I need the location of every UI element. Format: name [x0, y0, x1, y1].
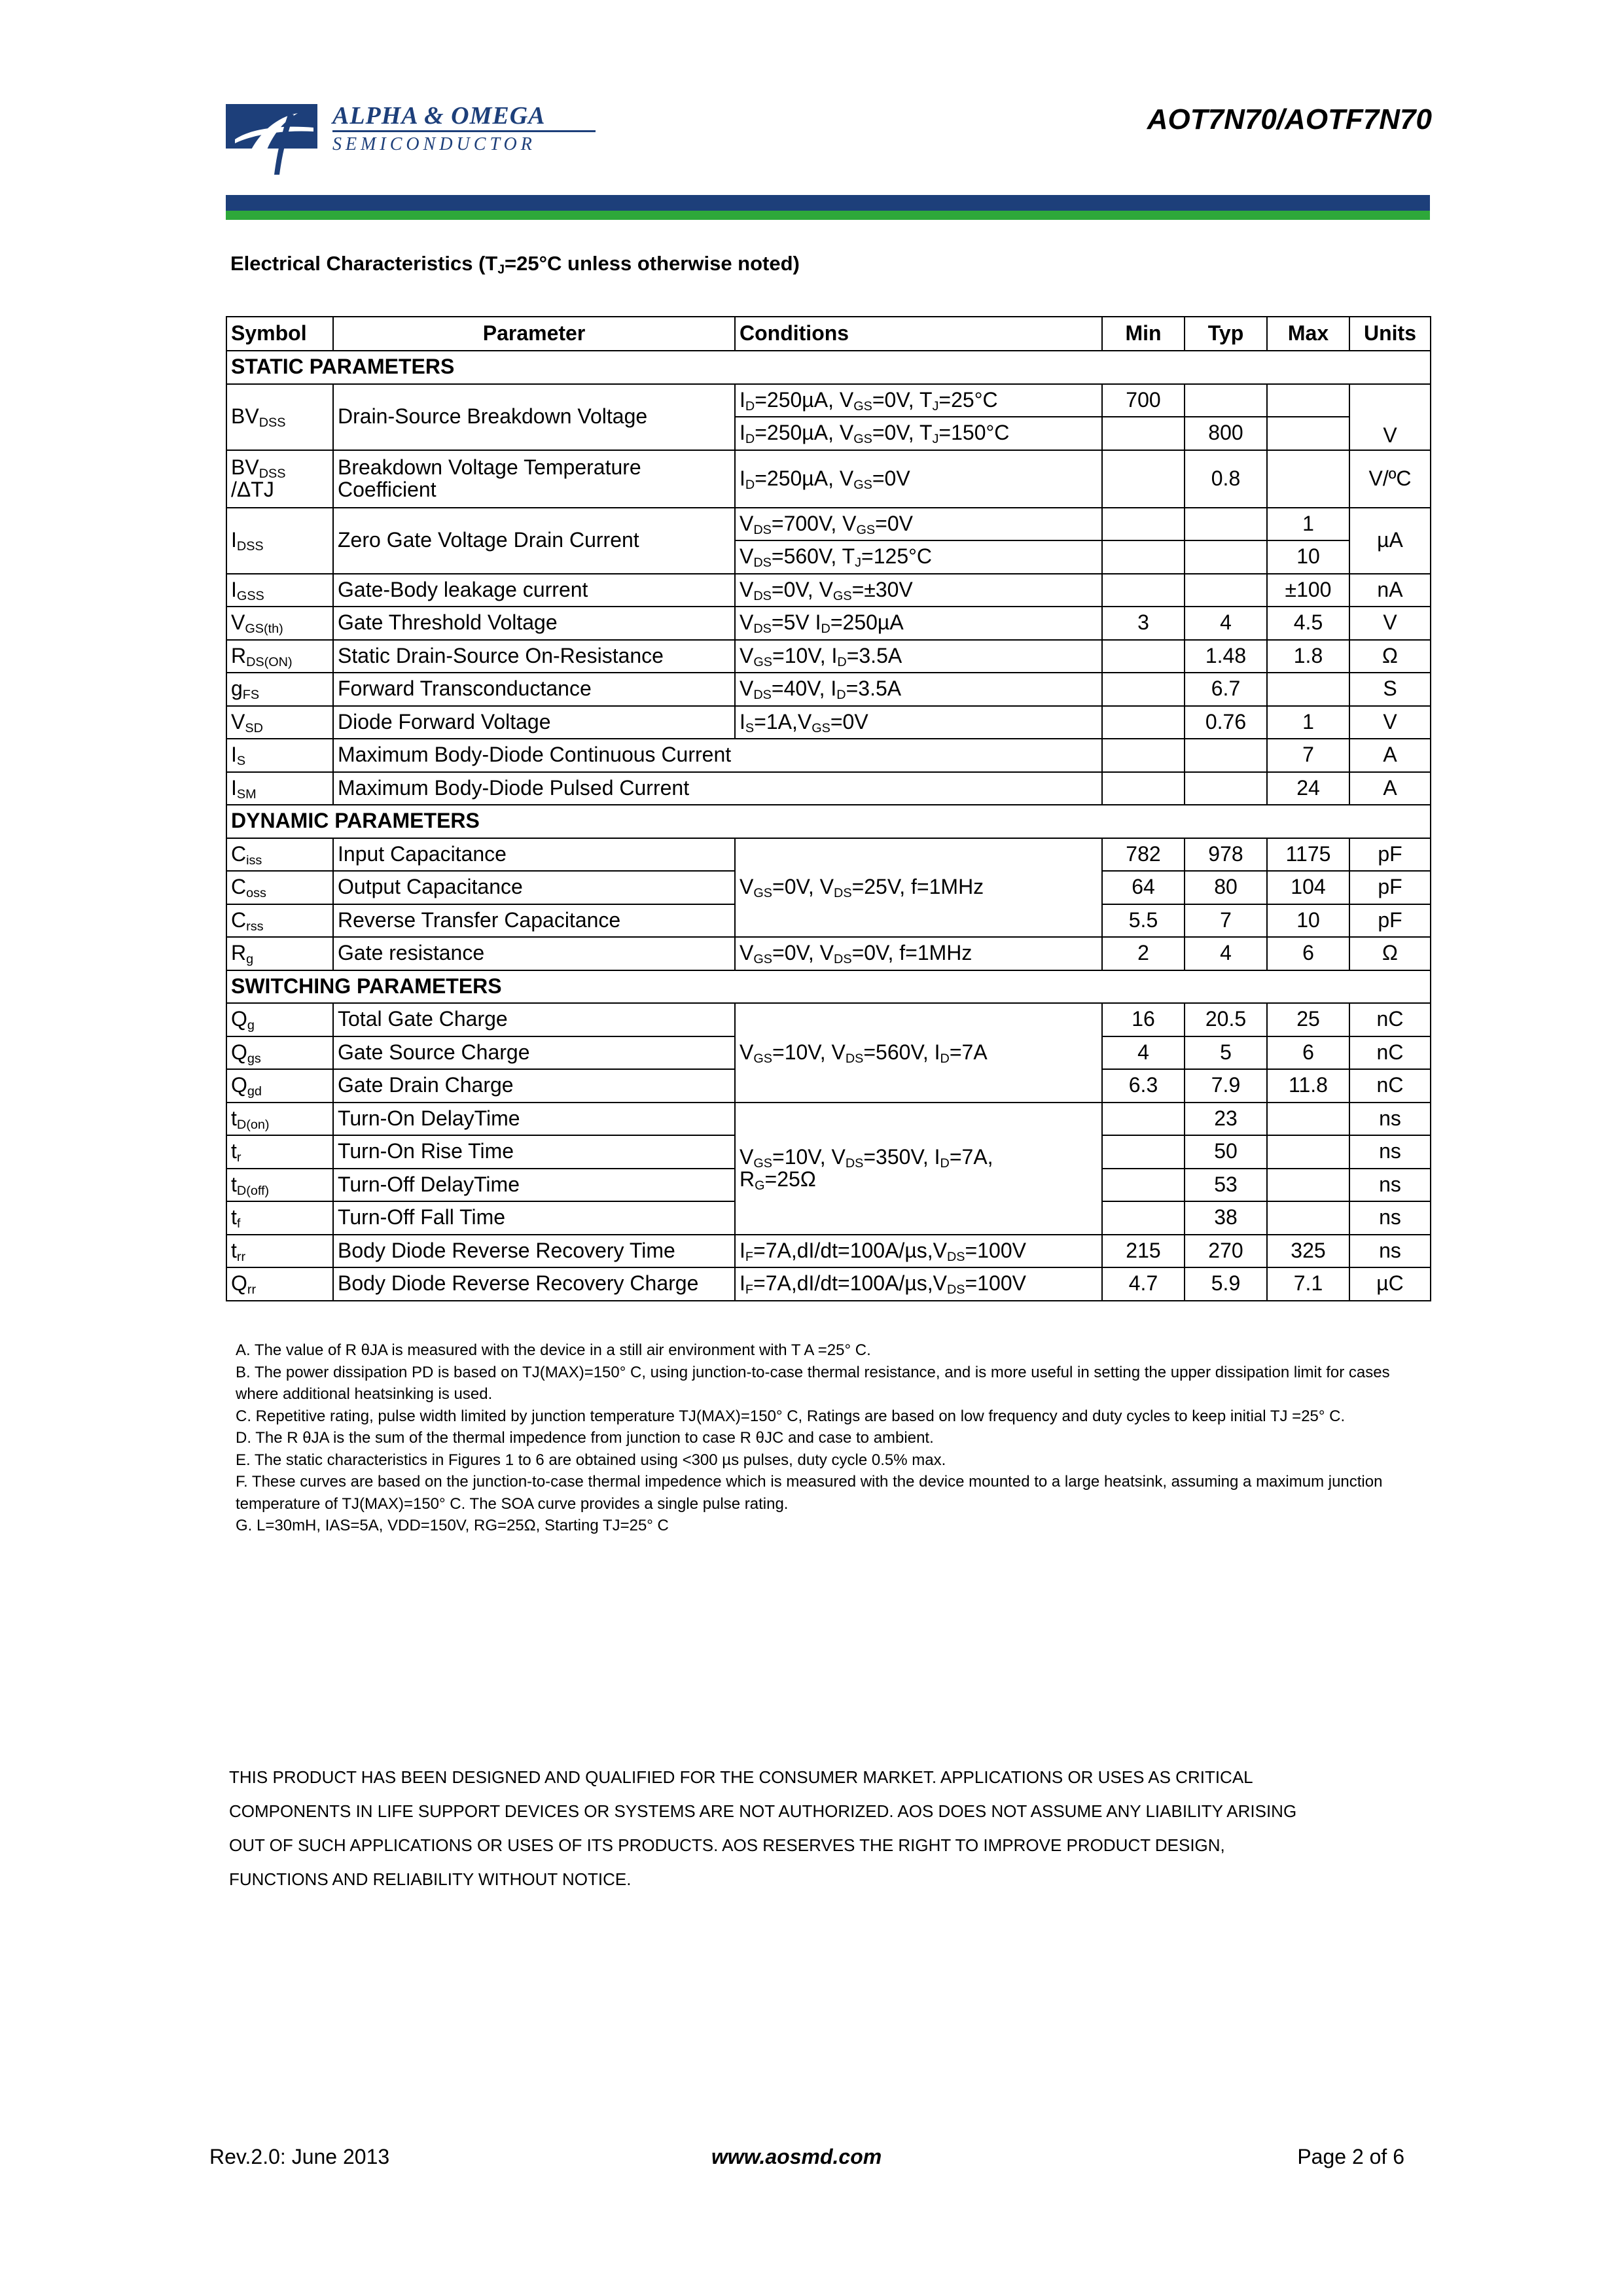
- units-cell: ns: [1349, 1201, 1431, 1235]
- symbol-cell: $t_r$: [226, 1135, 333, 1169]
- parameter-cell: Turn-On DelayTime: [333, 1103, 735, 1136]
- min-cell: [1102, 417, 1185, 450]
- typ-cell: 80: [1185, 871, 1267, 904]
- units-cell: Ω: [1349, 640, 1431, 673]
- header-parameter: Parameter: [333, 317, 735, 351]
- section-label: SWITCHING PARAMETERS: [226, 970, 1431, 1004]
- symbol-cell: $R_g$: [226, 937, 333, 970]
- symbol-cell: $BV_{DSS}$ /ΔTJ: [226, 450, 333, 508]
- units-cell: A: [1349, 772, 1431, 805]
- min-cell: [1102, 1103, 1185, 1136]
- symbol-cell: $t_f$: [226, 1201, 333, 1235]
- table-row: [226, 640, 1431, 673]
- symbol-cell: $I_{SM}$: [226, 772, 333, 805]
- table-header-row: [226, 317, 1431, 351]
- symbol-cell: $Q_{rr}$: [226, 1267, 333, 1301]
- header-min: Min: [1102, 317, 1185, 351]
- typ-cell: 1.48: [1185, 640, 1267, 673]
- parameter-cell: Gate resistance: [333, 937, 735, 970]
- typ-cell: [1185, 739, 1267, 772]
- typ-cell: [1185, 772, 1267, 805]
- conditions-cell: $V_{DS}=700V$, $V_{GS}=0V$: [735, 508, 1102, 541]
- min-cell: 3: [1102, 607, 1185, 640]
- conditions-cell: $I_F=7A,dI/dt=100A/\mu s,V_{DS}=100V$: [735, 1235, 1102, 1268]
- min-cell: [1102, 508, 1185, 541]
- conditions-cell: $I_F=7A,dI/dt=100A/\mu s,V_{DS}=100V$: [735, 1267, 1102, 1301]
- typ-cell: 0.8: [1185, 450, 1267, 508]
- typ-cell: 4: [1185, 937, 1267, 970]
- units-cell: nC: [1349, 1003, 1431, 1036]
- max-cell: 7: [1267, 739, 1349, 772]
- min-cell: [1102, 450, 1185, 508]
- typ-cell: 7.9: [1185, 1069, 1267, 1103]
- parameter-cell: Gate Threshold Voltage: [333, 607, 735, 640]
- max-cell: 7.1: [1267, 1267, 1349, 1301]
- min-cell: 2: [1102, 937, 1185, 970]
- symbol-cell: $BV_{DSS}$: [226, 384, 333, 450]
- footnote: G. L=30mH, IAS=5A, VDD=150V, RG=25Ω, Starting TJ=25° C: [236, 1517, 669, 1534]
- parameter-cell: Gate Source Charge: [333, 1036, 735, 1070]
- parameter-cell: Input Capacitance: [333, 838, 735, 872]
- footnote: C. Repetitive rating, pulse width limited by junction temperature TJ(MAX)=150° C, Ratings are based on low frequency and duty cycles to keep initial TJ =25° C.: [236, 1407, 1346, 1425]
- units-cell: S: [1349, 673, 1431, 706]
- max-cell: 1: [1267, 508, 1349, 541]
- parameter-cell: Maximum Body-Diode Continuous Current: [333, 739, 1102, 772]
- units-cell: ns: [1349, 1103, 1431, 1136]
- units-cell: ns: [1349, 1135, 1431, 1169]
- symbol-cell: $Q_g$: [226, 1003, 333, 1036]
- units-cell: V: [1349, 607, 1431, 640]
- min-cell: 215: [1102, 1235, 1185, 1268]
- company-logo: [226, 101, 599, 177]
- max-cell: 6: [1267, 937, 1349, 970]
- symbol-cell: $I_{DSS}$: [226, 508, 333, 574]
- header-symbol: Symbol: [226, 317, 333, 351]
- max-cell: 6: [1267, 1036, 1349, 1070]
- typ-cell: [1185, 540, 1267, 574]
- max-cell: 10: [1267, 540, 1349, 574]
- conditions-cell: $V_{GS}=10V$, $I_D=3.5A$: [735, 640, 1102, 673]
- table-row: [226, 838, 1431, 872]
- header-typ: Typ: [1185, 317, 1267, 351]
- disclaimer-line: OUT OF SUCH APPLICATIONS OR USES OF ITS PRODUCTS. AOS RESERVES THE RIGHT TO IMPROVE PRODUCT DESIGN,: [229, 1835, 1225, 1855]
- symbol-cell: $I_S$: [226, 739, 333, 772]
- min-cell: [1102, 574, 1185, 607]
- conditions-cell: $V_{DS}=40V$, $I_D=3.5A$: [735, 673, 1102, 706]
- typ-cell: 20.5: [1185, 1003, 1267, 1036]
- table-row: [226, 450, 1431, 508]
- conditions-cell: $I_D=250\mu A$, $V_{GS}=0V$, $T_J=25^\circ C$: [735, 384, 1102, 417]
- typ-cell: [1185, 508, 1267, 541]
- typ-cell: 800: [1185, 417, 1267, 450]
- parameter-cell: Gate Drain Charge: [333, 1069, 735, 1103]
- parameter-cell: Body Diode Reverse Recovery Time: [333, 1235, 735, 1268]
- max-cell: 104: [1267, 871, 1349, 904]
- units-cell: pF: [1349, 871, 1431, 904]
- parameter-cell: Turn-Off Fall Time: [333, 1201, 735, 1235]
- symbol-cell: $C_{rss}$: [226, 904, 333, 938]
- section-title: Electrical Characteristics ($T_J=25^\circ C$ unless otherwise noted): [230, 252, 800, 277]
- min-cell: 5.5: [1102, 904, 1185, 938]
- symbol-cell: $t_{D(on)}$: [226, 1103, 333, 1136]
- table-row: [226, 384, 1431, 417]
- table-row: [226, 772, 1431, 805]
- min-cell: [1102, 673, 1185, 706]
- table-row: [226, 607, 1431, 640]
- min-cell: [1102, 1169, 1185, 1202]
- max-cell: [1267, 673, 1349, 706]
- table-row: [226, 706, 1431, 739]
- footnote: D. The R θJA is the sum of the thermal impedence from junction to case R θJC and case to ambient.: [236, 1429, 934, 1447]
- table-row: [226, 739, 1431, 772]
- max-cell: 1175: [1267, 838, 1349, 872]
- units-cell: nC: [1349, 1069, 1431, 1103]
- typ-cell: [1185, 384, 1267, 417]
- typ-cell: 50: [1185, 1135, 1267, 1169]
- parameter-cell: Gate-Body leakage current: [333, 574, 735, 607]
- max-cell: 325: [1267, 1235, 1349, 1268]
- header-bar-green: [226, 211, 1430, 220]
- conditions-cell: $V_{GS}=10V$, $V_{DS}=560V$, $I_D=7A$: [735, 1003, 1102, 1103]
- conditions-cell: $V_{DS}=0V$, $V_{GS}=\pm 30V$: [735, 574, 1102, 607]
- typ-cell: 7: [1185, 904, 1267, 938]
- parameter-cell: Total Gate Charge: [333, 1003, 735, 1036]
- min-cell: [1102, 1135, 1185, 1169]
- max-cell: 25: [1267, 1003, 1349, 1036]
- min-cell: [1102, 540, 1185, 574]
- section-label: DYNAMIC PARAMETERS: [226, 805, 1431, 838]
- disclaimer-line: FUNCTIONS AND RELIABILITY WITHOUT NOTICE.: [229, 1869, 632, 1889]
- symbol-cell: $R_{DS(ON)}$: [226, 640, 333, 673]
- conditions-cell: $I_D=250\mu A$, $V_{GS}=0V$: [735, 450, 1102, 508]
- typ-cell: 38: [1185, 1201, 1267, 1235]
- symbol-cell: $C_{oss}$: [226, 871, 333, 904]
- conditions-cell: $V_{DS}=5V$ $I_D=250\mu A$: [735, 607, 1102, 640]
- section-label: STATIC PARAMETERS: [226, 351, 1431, 384]
- electrical-characteristics-table: [226, 316, 1431, 1301]
- footer-page-number: Page 2 of 6: [1297, 2145, 1404, 2168]
- min-cell: [1102, 1201, 1185, 1235]
- units-cell: V: [1349, 706, 1431, 739]
- min-cell: 4: [1102, 1036, 1185, 1070]
- logo-subtitle: SEMICONDUCTOR: [332, 134, 536, 154]
- symbol-cell: $t_{D(off)}$: [226, 1169, 333, 1202]
- max-cell: [1267, 1135, 1349, 1169]
- symbol-cell: $V_{GS(th)}$: [226, 607, 333, 640]
- units-cell: V: [1349, 384, 1431, 450]
- header-max: Max: [1267, 317, 1349, 351]
- section-row-dynamic: [226, 805, 1431, 838]
- min-cell: 782: [1102, 838, 1185, 872]
- conditions-cell: $V_{GS}=10V$, $V_{DS}=350V$, $I_D=7A$, $R_G=25\Omega$: [735, 1103, 1102, 1235]
- min-cell: [1102, 772, 1185, 805]
- units-cell: µC: [1349, 1267, 1431, 1301]
- table-row: [226, 1103, 1431, 1136]
- footnote: F. These curves are based on the junction-to-case thermal impedence which is measured with the device mounted to a large heatsink, assuming a maximum junction temperature of TJ(MAX)=150° C. The SOA curve provides a single pulse rating.: [236, 1473, 1383, 1513]
- units-cell: nC: [1349, 1036, 1431, 1070]
- conditions-cell: $V_{GS}=0V$, $V_{DS}=0V$, f=1MHz: [735, 937, 1102, 970]
- symbol-cell: $t_{rr}$: [226, 1235, 333, 1268]
- parameter-cell: Turn-Off DelayTime: [333, 1169, 735, 1202]
- min-cell: 6.3: [1102, 1069, 1185, 1103]
- header-units: Units: [1349, 317, 1431, 351]
- parameter-cell: Forward Transconductance: [333, 673, 735, 706]
- typ-cell: 0.76: [1185, 706, 1267, 739]
- max-cell: 10: [1267, 904, 1349, 938]
- symbol-cell: $g_{FS}$: [226, 673, 333, 706]
- parameter-cell: Body Diode Reverse Recovery Charge: [333, 1267, 735, 1301]
- min-cell: [1102, 640, 1185, 673]
- max-cell: [1267, 1201, 1349, 1235]
- units-cell: pF: [1349, 904, 1431, 938]
- parameter-cell: Zero Gate Voltage Drain Current: [333, 508, 735, 574]
- units-cell: V/ºC: [1349, 450, 1431, 508]
- max-cell: [1267, 1169, 1349, 1202]
- symbol-cell: $I_{GSS}$: [226, 574, 333, 607]
- max-cell: 11.8: [1267, 1069, 1349, 1103]
- section-row-switching: [226, 970, 1431, 1004]
- logo-brand-text: ALPHA & OMEGA: [332, 102, 546, 130]
- footnote: B. The power dissipation PD is based on TJ(MAX)=150° C, using junction-to-case thermal resistance, and is more useful in setting the upper dissipation limit for cases where additional heatsinking is used.: [236, 1363, 1390, 1403]
- footnote: A. The value of R θJA is measured with the device in a still air environment with T A =25° C.: [236, 1341, 871, 1359]
- min-cell: 64: [1102, 871, 1185, 904]
- header-bar-blue: [226, 195, 1430, 211]
- parameter-cell: Reverse Transfer Capacitance: [333, 904, 735, 938]
- table-row: [226, 937, 1431, 970]
- max-cell: 1.8: [1267, 640, 1349, 673]
- max-cell: 4.5: [1267, 607, 1349, 640]
- logo-underline: [332, 130, 596, 132]
- table-row: [226, 508, 1431, 541]
- symbol-cell: $V_{SD}$: [226, 706, 333, 739]
- max-cell: [1267, 417, 1349, 450]
- conditions-cell: $V_{DS}=560V$, $T_J=125^\circ C$: [735, 540, 1102, 574]
- units-cell: ns: [1349, 1235, 1431, 1268]
- typ-cell: 270: [1185, 1235, 1267, 1268]
- max-cell: [1267, 1103, 1349, 1136]
- table-row: [226, 673, 1431, 706]
- min-cell: 4.7: [1102, 1267, 1185, 1301]
- min-cell: [1102, 706, 1185, 739]
- units-cell: ns: [1349, 1169, 1431, 1202]
- units-cell: nA: [1349, 574, 1431, 607]
- parameter-cell: Turn-On Rise Time: [333, 1135, 735, 1169]
- parameter-cell: Breakdown Voltage Temperature Coefficient: [333, 450, 735, 508]
- symbol-cell: $Q_{gs}$: [226, 1036, 333, 1070]
- typ-cell: 6.7: [1185, 673, 1267, 706]
- header-conditions: Conditions: [735, 317, 1102, 351]
- footnote: E. The static characteristics in Figures 1 to 6 are obtained using <300 µs pulses, duty cycle 0.5% max.: [236, 1451, 946, 1469]
- min-cell: 16: [1102, 1003, 1185, 1036]
- typ-cell: 4: [1185, 607, 1267, 640]
- table-row: [226, 1003, 1431, 1036]
- typ-cell: 5.9: [1185, 1267, 1267, 1301]
- units-cell: Ω: [1349, 937, 1431, 970]
- table-row: [226, 1235, 1431, 1268]
- typ-cell: 5: [1185, 1036, 1267, 1070]
- footer-website-link[interactable]: www.aosmd.com: [711, 2145, 882, 2168]
- max-cell: [1267, 450, 1349, 508]
- alpha-omega-logo-icon: [226, 101, 317, 177]
- parameter-cell: Output Capacitance: [333, 871, 735, 904]
- units-cell: A: [1349, 739, 1431, 772]
- max-cell: 1: [1267, 706, 1349, 739]
- typ-cell: [1185, 574, 1267, 607]
- conditions-cell: $I_D=250\mu A$, $V_{GS}=0V$, $T_J=150^\circ C$: [735, 417, 1102, 450]
- units-cell: pF: [1349, 838, 1431, 872]
- parameter-cell: Maximum Body-Diode Pulsed Current: [333, 772, 1102, 805]
- parameter-cell: Static Drain-Source On-Resistance: [333, 640, 735, 673]
- units-cell: µA: [1349, 508, 1431, 574]
- parameter-cell: Diode Forward Voltage: [333, 706, 735, 739]
- max-cell: [1267, 384, 1349, 417]
- min-cell: 700: [1102, 384, 1185, 417]
- legal-disclaimer: [229, 1760, 1433, 1896]
- part-number: AOT7N70/AOTF7N70: [1147, 103, 1432, 135]
- footnotes: [236, 1339, 1414, 1537]
- max-cell: 24: [1267, 772, 1349, 805]
- symbol-cell: $Q_{gd}$: [226, 1069, 333, 1103]
- symbol-cell: $C_{iss}$: [226, 838, 333, 872]
- typ-cell: 978: [1185, 838, 1267, 872]
- conditions-cell: $I_S=1A,V_{GS}=0V$: [735, 706, 1102, 739]
- typ-cell: 23: [1185, 1103, 1267, 1136]
- disclaimer-line: COMPONENTS IN LIFE SUPPORT DEVICES OR SYSTEMS ARE NOT AUTHORIZED. AOS DOES NOT ASSUME ANY LIABILITY ARISING: [229, 1801, 1297, 1821]
- table-row: [226, 574, 1431, 607]
- min-cell: [1102, 739, 1185, 772]
- disclaimer-line: THIS PRODUCT HAS BEEN DESIGNED AND QUALIFIED FOR THE CONSUMER MARKET. APPLICATIONS OR USES AS CRITICAL: [229, 1767, 1253, 1787]
- max-cell: ±100: [1267, 574, 1349, 607]
- parameter-cell: Drain-Source Breakdown Voltage: [333, 384, 735, 450]
- typ-cell: 53: [1185, 1169, 1267, 1202]
- footer-revision: Rev.2.0: June 2013: [209, 2145, 390, 2168]
- conditions-cell: $V_{GS}=0V$, $V_{DS}=25V$, f=1MHz: [735, 838, 1102, 938]
- table-row: [226, 1267, 1431, 1301]
- section-row-static: [226, 351, 1431, 384]
